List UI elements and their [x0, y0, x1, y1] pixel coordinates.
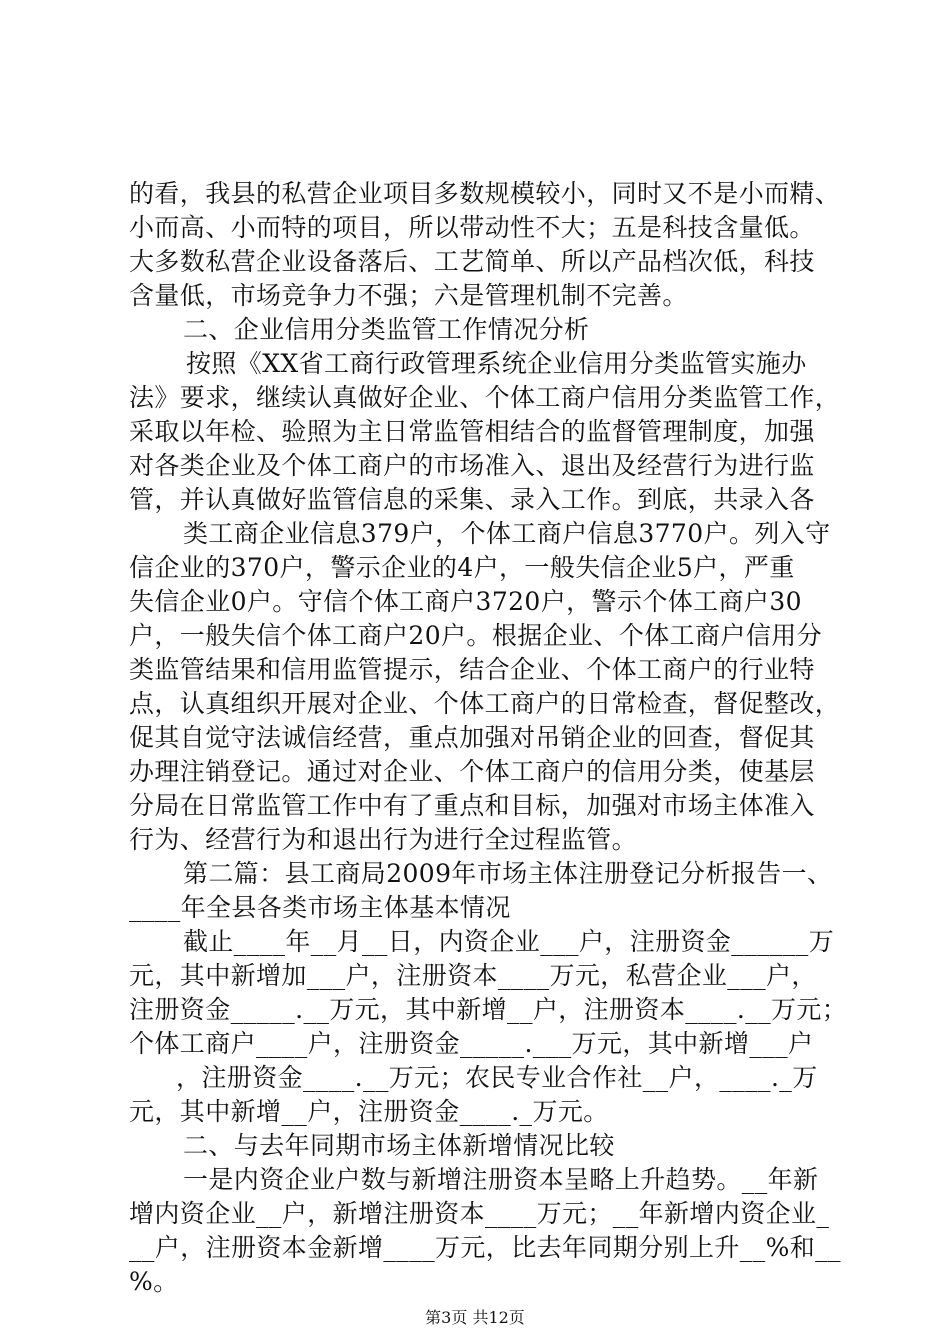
text-line: 增内资企业__户，新增注册资本____万元；__年新增内资企业_: [129, 1199, 830, 1228]
section-heading: 二、企业信用分类监管工作情况分析: [183, 315, 590, 344]
text-line: ，注册资金____.__万元；农民专业合作社__户，____._万: [176, 1063, 818, 1092]
text-line: 个体工商户____户，注册资金_____.___万元，其中新增___户: [129, 1029, 814, 1058]
text-line: ____年全县各类市场主体基本情况: [129, 893, 511, 922]
text-line: 失信企业0户。守信个体工商户3720户，警示个体工商户30: [129, 587, 802, 616]
text-line: 小而高、小而特的项目，所以带动性不大；五是科技含量低。: [129, 213, 815, 242]
text-line: %。: [129, 1267, 179, 1296]
text-line: 户，一般失信个体工商户20户。根据企业、个体工商户信用分: [129, 621, 823, 650]
text-line: 对各类企业及个体工商户的市场准入、退出及经营行为进行监: [129, 451, 815, 480]
text-line: 的看，我县的私营企业项目多数规模较小，同时又不是小而精、: [129, 179, 841, 208]
section-heading: 二、与去年同期市场主体新增情况比较: [183, 1131, 615, 1160]
text-line: 促其自觉守法诚信经营，重点加强对吊销企业的回查，督促其: [129, 723, 815, 752]
text-line: 采取以年检、验照为主日常监管相结合的监督管理制度，加强: [129, 417, 815, 446]
text-line: 类监管结果和信用监管提示，结合企业、个体工商户的行业特: [129, 655, 815, 684]
chapter-heading: 第二篇：县工商局2009年市场主体注册登记分析报告一、: [183, 859, 833, 888]
text-line: 办理注销登记。通过对企业、个体工商户的信用分类，使基层: [129, 757, 815, 786]
text-line: 分局在日常监管工作中有了重点和目标，加强对市场主体准入: [129, 791, 815, 820]
text-line: 行为、经营行为和退出行为进行全过程监管。: [129, 825, 638, 854]
text-line: 信企业的370户，警示企业的4户，一般失信企业5户，严重: [129, 553, 795, 582]
text-line: __户，注册资本金新增____万元，比去年同期分别上升__%和__: [129, 1233, 841, 1262]
text-line: 点，认真组织开展对企业、个体工商户的日常检查，督促整改，: [129, 689, 841, 718]
text-line: 元，其中新增加___户，注册资本____万元，私营企业___户，: [129, 961, 817, 990]
text-line: 管，并认真做好监管信息的采集、录入工作。到底，共录入各: [129, 485, 815, 514]
text-line: 截止____年__月__日，内资企业___户，注册资金______万: [183, 927, 835, 956]
page-number: 第3页 共12页: [425, 1308, 525, 1327]
text-line: 一是内资企业户数与新增注册资本呈略上升趋势。__年新: [183, 1165, 819, 1194]
text-line: 注册资金_____.__万元，其中新增__户，注册资本____.__万元；: [129, 995, 848, 1024]
text-line: 含量低，市场竞争力不强；六是管理机制不完善。: [129, 281, 688, 310]
text-line: 类工商企业信息379户，个体工商户信息3770户。列入守: [183, 519, 831, 548]
text-line: 法》要求，继续认真做好企业、个体工商户信用分类监管工作，: [129, 383, 841, 412]
text-line: 大多数私营企业设备落后、工艺简单、所以产品档次低，科技: [129, 247, 815, 276]
text-line: 按照《XX省工商行政管理系统企业信用分类监管实施办: [186, 349, 807, 378]
text-line: 元，其中新增__户，注册资金____._万元。: [129, 1097, 609, 1126]
